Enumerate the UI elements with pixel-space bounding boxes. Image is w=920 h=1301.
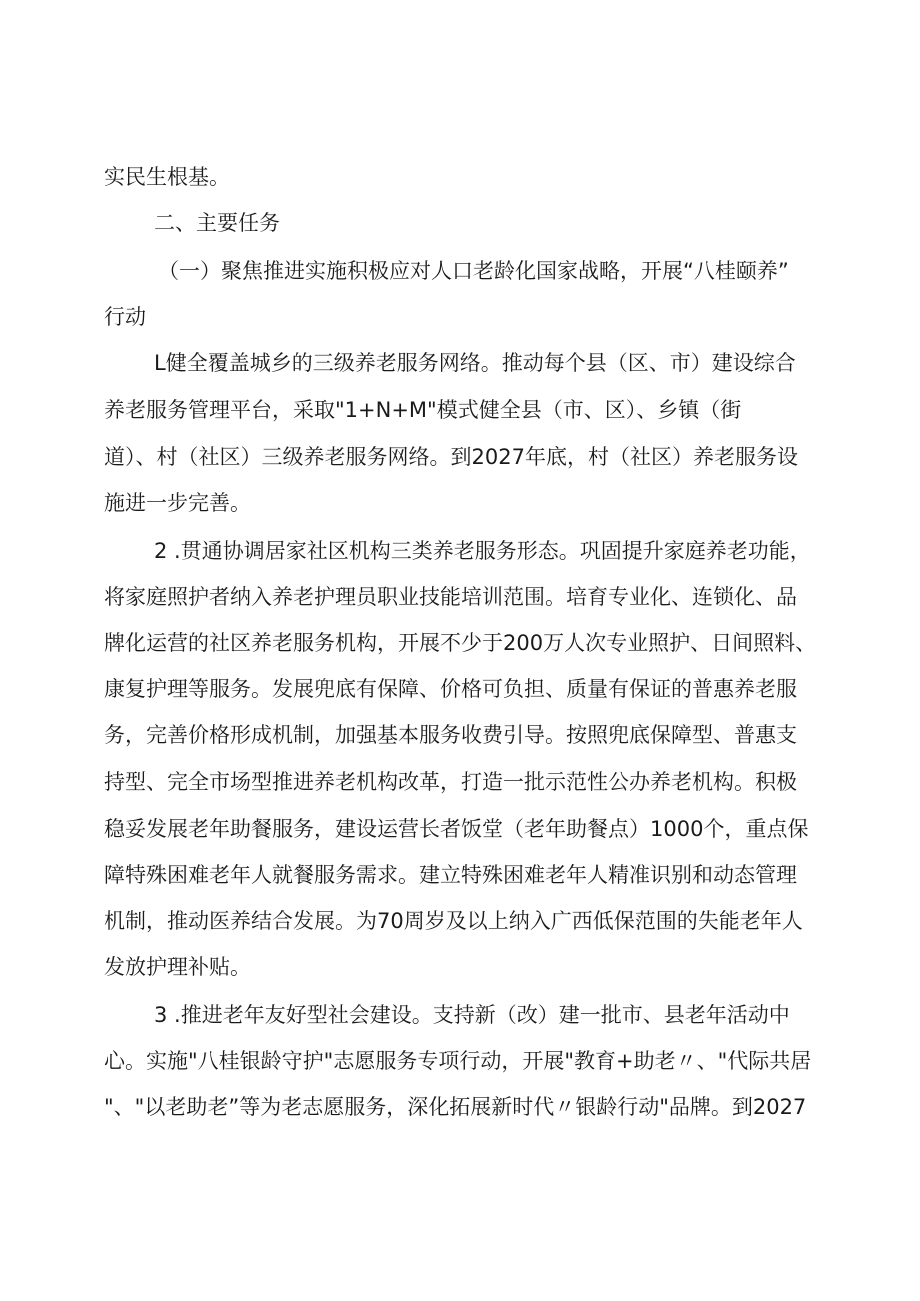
item-2-line-8: 障特殊困难老年人就餐服务需求。建立特殊困难老年人精准识别和动态管理 — [104, 863, 797, 887]
item-2-line-5: 务，完善价格形成机制，加强基本服务收费引导。按照兜底保障型、普惠支 — [104, 723, 797, 747]
item-2-line-1: 2 .贯通协调居家社区机构三类养老服务形态。巩固提升家庭养老功能， — [154, 539, 811, 563]
text-line-1: 实民生根基。 — [104, 165, 230, 189]
item-1-line-1: L健全覆盖城乡的三级养老服务网络。推动每个县（区、市）建设综合 — [154, 351, 796, 375]
item-2-line-9: 机制，推动医养结合发展。为70周岁及以上纳入广西低保范围的失能老年人 — [104, 909, 803, 933]
subsection-heading-line-1: （一）聚焦推进实施积极应对人口老龄化国家战略，开展“八桂颐养” — [158, 259, 789, 283]
item-3-line-1: 3 .推进老年友好型社会建设。支持新（改）建一批市、县老年活动中 — [154, 1003, 790, 1027]
item-1-line-3: 道）、村（社区）三级养老服务网络。到2027年底，村（社区）养老服务设 — [104, 445, 798, 469]
item-2-line-3: 牌化运营的社区养老服务机构，开展不少于200万人次专业照护、日间照料、 — [104, 631, 817, 655]
item-3-line-3: "、"以老助老”等为老志愿服务，深化拓展新时代〃银龄行动"品牌。到2027 — [104, 1095, 807, 1119]
item-2-line-4: 康复护理等服务。发展兜底有保障、价格可负担、质量有保证的普惠养老服 — [104, 677, 797, 701]
subsection-heading-line-2: 行动 — [104, 305, 146, 329]
item-2-line-10: 发放护理补贴。 — [104, 955, 251, 979]
section-heading: 二、主要任务 — [154, 211, 280, 235]
item-2-line-6: 持型、完全市场型推进养老机构改革，打造一批示范性公办养老机构。积极 — [104, 770, 797, 794]
item-3-line-2: 心。实施"八桂银龄守护"志愿服务专项行动，开展"教育+助老〃、"代际共居 — [104, 1049, 812, 1073]
item-2-line-7: 稳妥发展老年助餐服务，建设运营长者饭堂（老年助餐点）1000个，重点保 — [104, 817, 809, 841]
item-1-line-4: 施进一步完善。 — [104, 491, 251, 515]
item-2-line-2: 将家庭照护者纳入养老护理员职业技能培训范围。培育专业化、连锁化、品 — [104, 585, 797, 609]
item-1-line-2: 养老服务管理平台，采取"1+N+M"模式健全县（市、区）、乡镇（街 — [104, 398, 742, 422]
